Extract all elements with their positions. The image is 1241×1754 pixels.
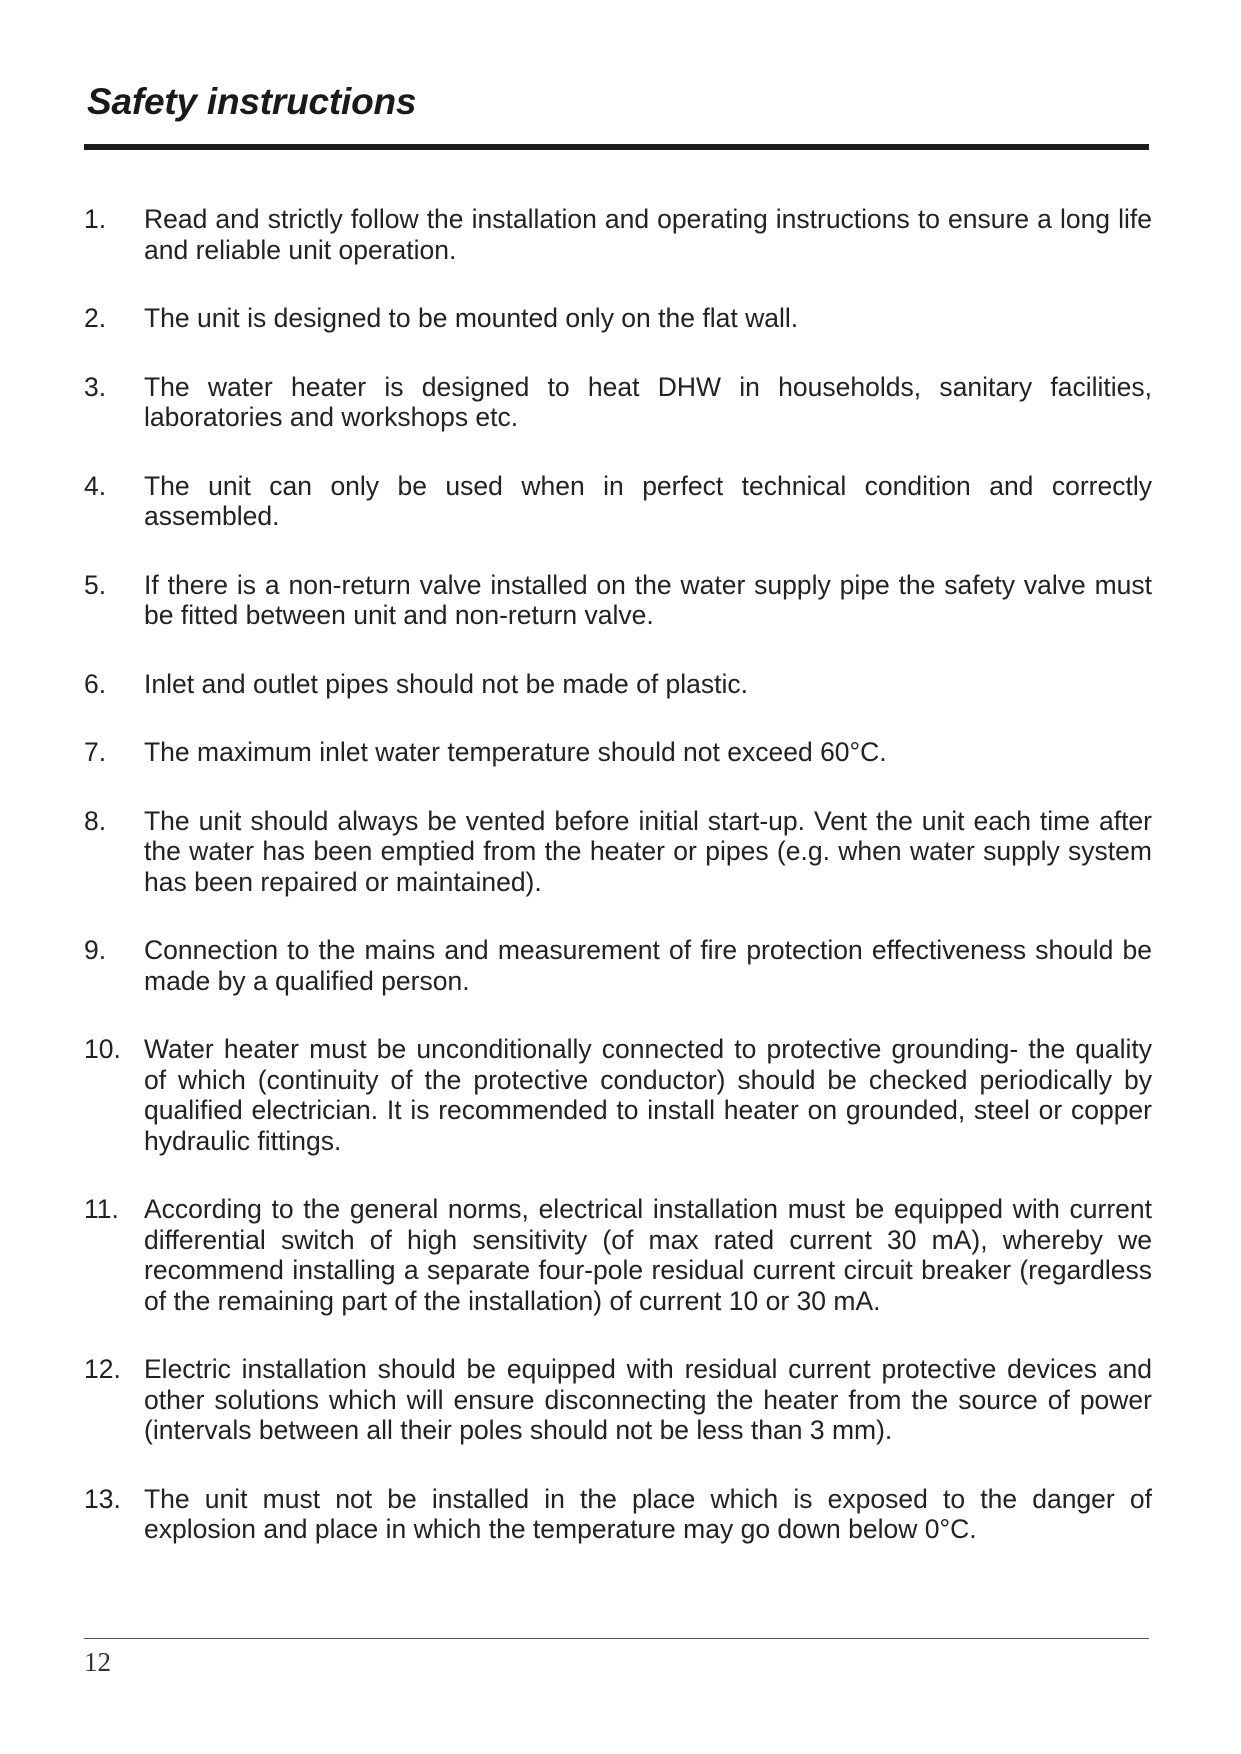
instruction-number: 1. [84,204,107,234]
instruction-text: The unit is designed to be mounted only on the flat wall. [144,303,799,333]
instruction-text: The unit should always be vented before initial start-up. Vent the unit each time after the water has been emptied from the heater or pipes (e.g. when water supply system has been repaired or maintained). [144,805,1152,897]
instruction-number: 2. [84,303,107,333]
instruction-item-8 [84,806,1152,898]
instruction-text: Read and strictly follow the installation and operating instructions to ensure a long life and reliable unit operation. [144,204,1152,265]
instruction-number: 7. [84,737,107,767]
instruction-item-5 [84,570,1152,631]
instruction-item-10 [84,1034,1152,1156]
instruction-text: The unit can only be used when in perfect technical condition and correctly assembled. [144,470,1152,531]
instruction-number: 9. [84,935,107,965]
instruction-number: 5. [84,569,107,600]
instruction-number: 3. [84,371,107,402]
instruction-text: Inlet and outlet pipes should not be made of plastic. [144,668,749,699]
instruction-text: Electric installation should be equipped with residual current protective devices and other solutions which will ensure disconnecting the heater from the source of power (intervals between all their poles should not be less than 3 mm). [144,1354,1152,1445]
title-divider [84,144,1149,150]
instruction-item-7 [84,737,1152,768]
footer-divider [84,1638,1149,1639]
instruction-text: Connection to the mains and measurement of fire protection effectiveness should be made by a qualified person. [144,935,1152,996]
instruction-number: 6. [84,668,107,699]
instruction-item-4 [84,471,1152,532]
instruction-item-9 [84,935,1152,996]
instruction-item-13 [84,1484,1152,1545]
instruction-text: Water heater must be unconditionally connected to protective grounding- the quality of which (continuity of the protective conductor) should be checked periodically by qualified electrician. It is recommended to install heater on grounded, steel or copper hydraulic fittings. [144,1034,1152,1156]
instruction-number: 13. [84,1483,121,1514]
instruction-text: The maximum inlet water temperature should not exceed 60°C. [144,737,887,767]
instruction-number: 12. [84,1354,121,1384]
page-number: 12 [84,1647,111,1677]
instruction-number: 10. [84,1034,121,1064]
page-title: Safety instructions [87,81,417,122]
instruction-item-6 [84,669,1152,700]
instruction-item-1 [84,204,1152,265]
instruction-number: 11. [84,1194,119,1224]
instruction-item-11 [84,1194,1152,1316]
instruction-text: If there is a non-return valve installed on the water supply pipe the safety valve must be fitted between unit and non-return valve. [144,569,1152,630]
instruction-number: 4. [84,470,107,501]
instruction-number: 8. [84,805,107,836]
instruction-text: The unit must not be installed in the place which is exposed to the danger of explosion and place in which the temperature may go down below 0°C. [144,1483,1152,1544]
instruction-item-3 [84,372,1152,433]
safety-instructions-list [84,204,1152,1583]
instruction-text: The water heater is designed to heat DHW in households, sanitary facilities, laboratories and workshops etc. [144,371,1152,432]
instruction-item-12 [84,1354,1152,1446]
instruction-text: According to the general norms, electrical installation must be equipped with current differential switch of high sensitivity (of max rated current 30 mA), whereby we recommend installing a separate four-pole residual current circuit breaker (regardless of the remaining part of the installation) of current 10 or 30 mA. [144,1194,1152,1316]
instruction-item-2 [84,303,1152,334]
